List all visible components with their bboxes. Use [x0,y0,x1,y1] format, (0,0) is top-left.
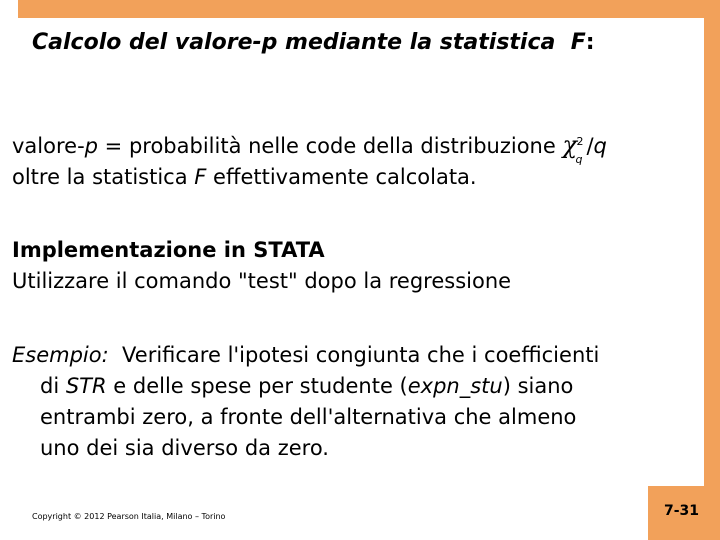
example-text-2a: di [40,374,66,398]
definition-paragraph [12,130,607,193]
example-line-4: uno dei sia diverso da zero. [40,436,329,460]
chi-superscript: 2 [576,135,584,148]
title-prefix: Calcolo del valore-p mediante la statistica [32,30,556,55]
copyright-footer: Copyright © 2012 Pearson Italia, Milano – Torino [32,512,226,521]
page-number: 7-31 [664,503,700,519]
def-ratio: / [586,134,594,158]
chi-subscript: q [575,153,583,166]
example-line-3: entrambi zero, a fronte dell'alternativa che almeno [40,405,577,429]
top-accent-notch [0,0,18,18]
example-label: Esempio: [12,343,109,367]
chi-square-symbol [562,130,586,166]
def-q: q [593,134,607,158]
title-F: F [570,30,586,55]
example-var: expn_stu [407,374,503,398]
def-F: F [194,165,207,189]
example-line-2 [12,371,599,402]
title-colon: : [585,30,595,55]
example-text-2c: ) siano [502,374,574,398]
stata-paragraph [12,235,511,297]
example-line-1 [12,340,599,371]
def-text-b: = probabilità nelle code della distribuzione [98,134,563,158]
def-p: p [84,134,98,158]
example-STR: STR [65,374,107,398]
example-text-2b: e delle spese per studente ( [106,374,408,398]
right-accent-bar [704,0,720,540]
def-text-c: oltre la statistica [12,165,195,189]
definition-line-1 [12,130,607,166]
def-text-d: effettivamente calcolata. [206,165,477,189]
definition-line-2 [12,162,607,193]
slide-title [32,30,595,55]
stata-heading: Implementazione in STATA [12,238,325,262]
example-paragraph [12,340,599,464]
def-text-a: valore- [12,134,85,158]
chi-glyph: χ [562,131,577,159]
top-accent-bar [0,0,720,18]
stata-text: Utilizzare il comando "test" dopo la regressione [12,269,512,293]
example-text-1: Verificare l'ipotesi congiunta che i coefficienti [108,343,600,367]
